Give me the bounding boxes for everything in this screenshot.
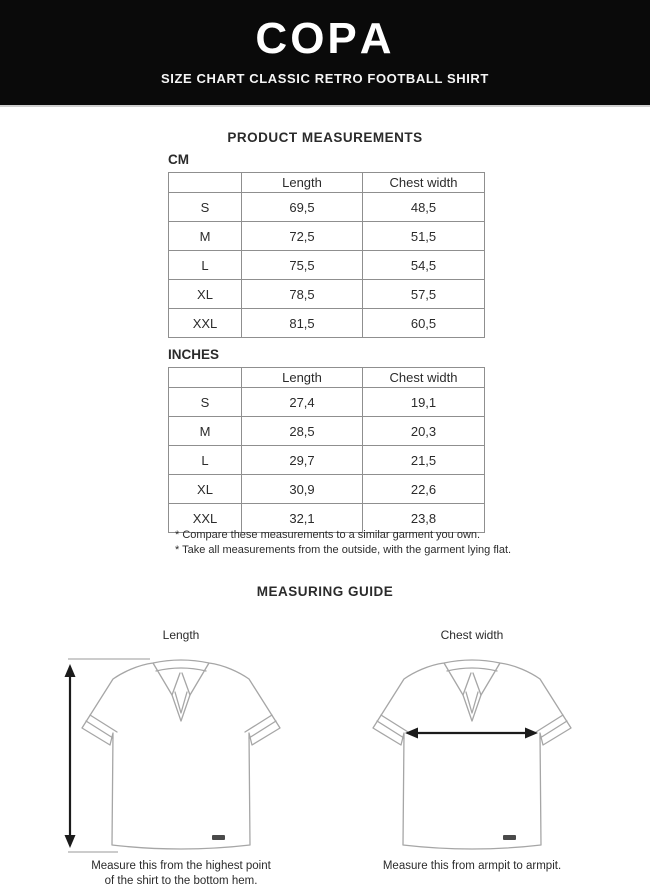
chest-width-shirt-icon [320, 620, 650, 891]
table-row [169, 417, 485, 446]
size-cell: M [169, 417, 242, 446]
footnote: * Compare these measurements to a similar garment you own. [175, 529, 481, 541]
size-cell: XXL [169, 504, 242, 533]
chest-cell: 21,5 [363, 446, 485, 475]
size-cell: XL [169, 280, 242, 309]
column-header-length: Length [242, 173, 363, 193]
chest-cell: 48,5 [363, 193, 485, 222]
length-cell: 72,5 [242, 222, 363, 251]
column-header-length: Length [242, 368, 363, 388]
logo-text: COP [255, 14, 360, 63]
size-cell: M [169, 222, 242, 251]
table-row [169, 446, 485, 475]
table-row [169, 475, 485, 504]
chest-cell: 19,1 [363, 388, 485, 417]
table-row [169, 222, 485, 251]
inches-label: INCHES [168, 347, 220, 362]
hem-label-icon [212, 835, 225, 840]
chest-width-caption: Measure this from armpit to armpit. [382, 860, 562, 872]
length-caption: Measure this from the highest point of the shirt to the bottom hem. [91, 860, 271, 887]
column-header-chest-width: Chest width [363, 368, 485, 388]
arrow-head-down-icon [65, 835, 76, 848]
length-cell: 69,5 [242, 193, 363, 222]
column-header-size [169, 368, 242, 388]
size-table-cm [168, 172, 485, 338]
length-diagram [0, 620, 330, 891]
copa-logo [0, 16, 650, 62]
arrow-head-up-icon [65, 664, 76, 677]
table-row [169, 280, 485, 309]
header-banner [0, 0, 650, 107]
measuring-guide-title: MEASURING GUIDE [256, 584, 394, 599]
length-cell: 29,7 [242, 446, 363, 475]
table-header-row [169, 173, 485, 193]
chest-cell: 22,6 [363, 475, 485, 504]
size-cell: L [169, 251, 242, 280]
product-measurements-title: PRODUCT MEASUREMENTS [227, 130, 423, 145]
footnote: * Take all measurements from the outside, with the garment lying flat. [175, 543, 512, 556]
logo-notched-a: A [359, 14, 395, 63]
chest-cell: 57,5 [363, 280, 485, 309]
size-cell: XL [169, 475, 242, 504]
polo-shirt-icon [373, 660, 571, 849]
column-header-chest-width: Chest width [363, 173, 485, 193]
length-diagram-label: Length [162, 628, 200, 642]
length-cell: 32,1 [242, 504, 363, 533]
length-cell: 75,5 [242, 251, 363, 280]
polo-shirt-icon [82, 660, 280, 849]
size-cell: S [169, 388, 242, 417]
chest-cell: 60,5 [363, 309, 485, 338]
table-row [169, 309, 485, 338]
length-cell: 81,5 [242, 309, 363, 338]
table-row [169, 251, 485, 280]
length-cell: 78,5 [242, 280, 363, 309]
chest-cell: 51,5 [363, 222, 485, 251]
header-subtitle: SIZE CHART CLASSIC RETRO FOOTBALL SHIRT [161, 71, 489, 86]
length-cell: 27,4 [242, 388, 363, 417]
chest-width-diagram [320, 620, 650, 891]
length-cell: 30,9 [242, 475, 363, 504]
column-header-size [169, 173, 242, 193]
chest-cell: 54,5 [363, 251, 485, 280]
table-row [169, 388, 485, 417]
hem-label-icon [503, 835, 516, 840]
chest-cell: 23,8 [363, 504, 485, 533]
table-row [169, 193, 485, 222]
chest-cell: 20,3 [363, 417, 485, 446]
size-table-inches [168, 367, 485, 533]
footnotes [175, 528, 515, 557]
size-cell: S [169, 193, 242, 222]
chest-width-diagram-label: Chest width [440, 628, 504, 642]
size-cell: L [169, 446, 242, 475]
cm-label: CM [168, 152, 189, 167]
length-cell: 28,5 [242, 417, 363, 446]
length-shirt-icon [0, 620, 330, 891]
size-cell: XXL [169, 309, 242, 338]
table-header-row [169, 368, 485, 388]
measurement-tables [168, 152, 484, 542]
